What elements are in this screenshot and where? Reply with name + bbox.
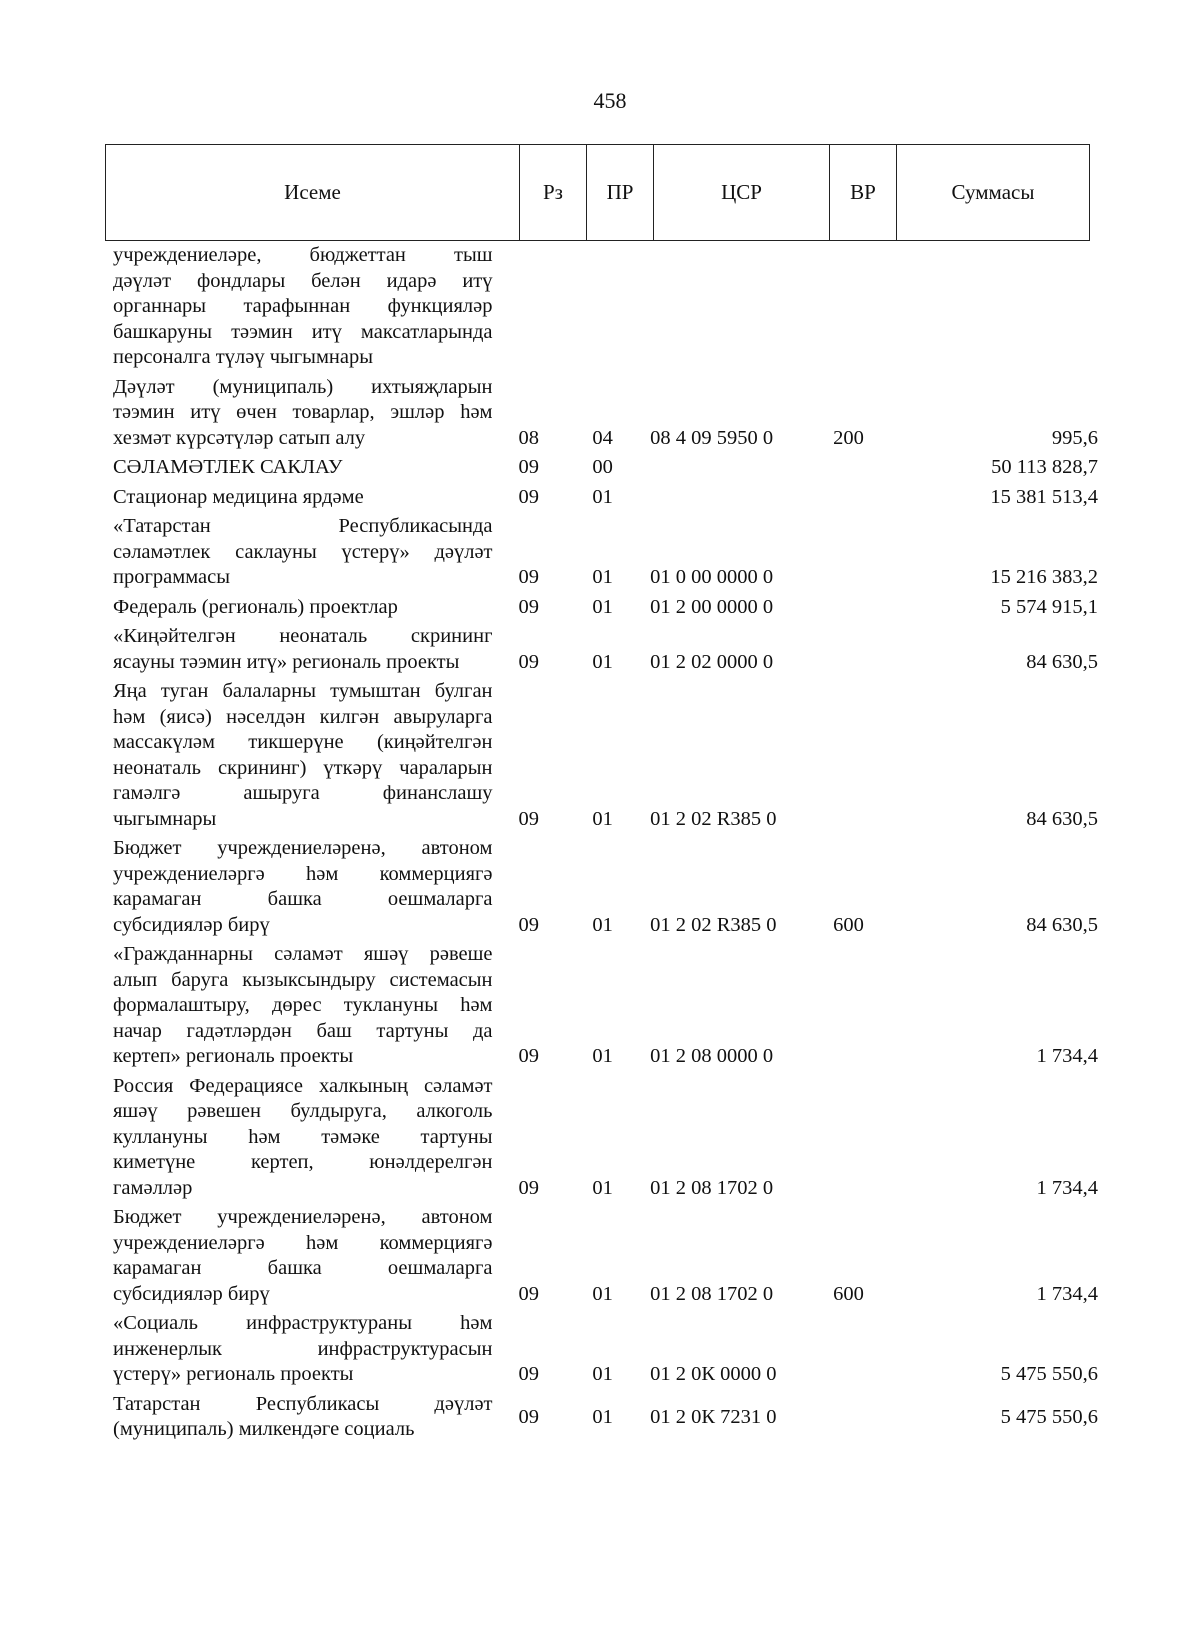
row-name-line: тәэмин итү өчен товарлар, эшләр һәм xyxy=(113,401,493,423)
row-rz: 09 xyxy=(518,1282,540,1305)
row-vr: 200 xyxy=(833,426,864,449)
table-row xyxy=(113,1311,1098,1388)
page-number: 458 xyxy=(593,88,627,113)
row-name-line: субсидияләр бирү xyxy=(113,913,270,936)
table-row xyxy=(113,942,1098,1070)
row-rz: 09 xyxy=(518,913,540,936)
row-name-line: гамәлләр xyxy=(113,1176,193,1199)
row-csr: 01 2 00 0000 0 xyxy=(650,595,774,618)
row-pr: 04 xyxy=(592,426,613,449)
row-name-line: органнары тарафыннан функцияләр xyxy=(113,295,493,317)
row-vr: 600 xyxy=(833,913,864,936)
row-sum: 84 630,5 xyxy=(1026,913,1099,936)
row-name-line: Татарстан Республикасы дәүләт xyxy=(113,1392,493,1415)
row-csr: 01 2 0К 7231 0 xyxy=(650,1405,777,1428)
row-sum: 1 734,4 xyxy=(1036,1176,1099,1199)
row-name xyxy=(113,1311,493,1388)
row-name-line: карамаган башка оешмаларга xyxy=(113,1257,493,1279)
header-csr: ЦСР xyxy=(654,145,830,240)
row-name-line: хезмәт күрсәтүләр сатып алу xyxy=(113,426,366,449)
row-sum: 15 216 383,2 xyxy=(990,566,1099,588)
header-name: Исеме xyxy=(106,145,520,240)
row-pr: 01 xyxy=(592,1363,613,1385)
row-pr: 01 xyxy=(592,1282,613,1305)
row-name xyxy=(113,455,493,481)
row-sum: 50 113 828,7 xyxy=(991,456,1099,478)
header-vr: ВР xyxy=(830,145,897,240)
row-sum: 995,6 xyxy=(1051,426,1099,449)
row-name-line: карамаган башка оешмаларга xyxy=(113,888,493,910)
row-sum: 5 475 550,6 xyxy=(1000,1405,1099,1428)
row-name-line: алып баруга кызыксындыру системасын xyxy=(113,968,493,991)
header-rz: Рз xyxy=(520,145,587,240)
row-name-line: Бюджет учреждениеләренә, автоном xyxy=(113,1206,493,1228)
row-name-line: программасы xyxy=(113,566,231,588)
row-pr: 01 xyxy=(592,807,613,830)
row-name-line: чыгымнары xyxy=(113,807,217,830)
row-name xyxy=(113,1205,493,1307)
row-name xyxy=(113,624,493,675)
row-name-line: Россия Федерациясе халкының сәламәт xyxy=(113,1074,493,1097)
table-row xyxy=(113,455,1098,481)
table-row xyxy=(113,243,1098,371)
table-row xyxy=(113,836,1098,938)
row-vr xyxy=(833,1392,900,1405)
row-name xyxy=(113,375,493,452)
row-name-line: учреждениеләргә һәм коммерциягә xyxy=(113,1231,493,1254)
row-name-line: башкаруны тәэмин итү максатларында xyxy=(113,320,493,343)
row-rz: 09 xyxy=(518,1405,540,1428)
row-sum: 15 381 513,4 xyxy=(990,485,1099,508)
row-name xyxy=(113,1074,493,1202)
row-rz: 09 xyxy=(518,807,540,830)
row-pr: 01 xyxy=(592,595,613,618)
row-rz: 09 xyxy=(518,1176,540,1199)
row-name-line: Яңа туган балаларны тумыштан булган xyxy=(113,680,493,702)
row-pr: 01 xyxy=(592,1045,613,1067)
row-name-line: гамәлгә ашыруга финанслашу xyxy=(113,782,493,804)
row-rz: 09 xyxy=(518,1363,540,1385)
row-name-line: ясауны тәэмин итү» региональ проекты xyxy=(113,650,460,673)
row-name-line: «Социаль инфраструктураны һәм xyxy=(113,1312,493,1334)
table-row xyxy=(113,1074,1098,1202)
row-rz: 09 xyxy=(518,485,540,508)
row-name-line: һәм (яисә) нәселдән килгән авыруларга xyxy=(113,705,493,728)
row-name-line: «Киңәйтелгән неонаталь скрининг xyxy=(113,625,493,647)
table-body xyxy=(113,243,1098,1447)
row-rz: 09 xyxy=(518,456,540,478)
table-row xyxy=(113,485,1098,511)
row-name-line: кертеп» региональ проекты xyxy=(113,1045,354,1067)
row-name-line: Бюджет учреждениеләренә, автоном xyxy=(113,837,493,859)
row-csr: 08 4 09 5950 0 xyxy=(650,426,774,449)
table-row xyxy=(113,1392,1098,1443)
row-name-line: неонаталь скрининг) үткәрү чараларын xyxy=(113,756,493,779)
row-pr: 00 xyxy=(592,456,613,478)
row-rz: 09 xyxy=(518,566,540,588)
row-name-line: СӘЛАМӘТЛЕК САКЛАУ xyxy=(113,456,343,478)
row-name xyxy=(113,485,493,511)
row-name-line: персоналга түләү чыгымнары xyxy=(113,346,374,368)
header-sum: Суммасы xyxy=(951,180,1035,204)
table-row xyxy=(113,624,1098,675)
row-name-line: субсидияләр бирү xyxy=(113,1282,270,1305)
row-name-line: «Татарстан Республикасында xyxy=(113,515,493,537)
table-header xyxy=(105,144,1090,241)
row-name-line: (муниципаль) милкендәге социаль xyxy=(113,1418,415,1440)
row-rz: 08 xyxy=(518,426,540,449)
row-rz: 09 xyxy=(518,650,540,673)
row-rz: 09 xyxy=(518,1045,540,1067)
row-csr: 01 2 02 R385 0 xyxy=(650,913,777,936)
row-sum: 84 630,5 xyxy=(1026,650,1099,673)
row-sum: 84 630,5 xyxy=(1026,807,1099,830)
row-name-line: яшәү рәвешен булдыруга, алкоголь xyxy=(113,1100,493,1122)
row-name xyxy=(113,836,493,938)
row-name-line: куллануны һәм тәмәке тартуны xyxy=(113,1125,493,1148)
row-pr: 01 xyxy=(592,566,613,588)
row-name-line: үстерү» региональ проекты xyxy=(113,1363,354,1385)
row-name-line: Стационар медицина ярдәме xyxy=(113,485,364,508)
row-pr: 01 xyxy=(592,1176,613,1199)
row-name-line: учреждениеләре, бюджеттан тыш xyxy=(113,244,493,266)
row-sum: 1 734,4 xyxy=(1036,1282,1099,1305)
row-csr: 01 0 00 0000 0 xyxy=(650,566,774,588)
row-name xyxy=(113,1392,493,1443)
row-name-line: формалаштыру, дөрес туклануны һәм xyxy=(113,994,493,1016)
row-pr: 01 xyxy=(592,485,613,508)
row-name-line: Федераль (региональ) проектлар xyxy=(113,595,398,618)
row-sum: 5 475 550,6 xyxy=(1000,1363,1099,1385)
row-name xyxy=(113,942,493,1070)
row-csr: 01 2 08 1702 0 xyxy=(650,1176,774,1199)
table-row xyxy=(113,514,1098,591)
row-vr: 600 xyxy=(833,1282,864,1305)
row-csr: 01 2 08 0000 0 xyxy=(650,1045,774,1067)
row-pr: 01 xyxy=(592,913,613,936)
table-row xyxy=(113,595,1098,621)
row-name-line: начар гадәтләрдән баш тартуны да xyxy=(113,1019,493,1042)
row-sum: 1 734,4 xyxy=(1036,1045,1099,1067)
row-csr: 01 2 02 R385 0 xyxy=(650,807,777,830)
row-sum: 5 574 915,1 xyxy=(1000,595,1099,618)
header-pr: ПР xyxy=(587,145,654,240)
row-name-line: «Гражданнарны сәламәт яшәү рәвеше xyxy=(113,943,493,965)
row-name xyxy=(113,595,493,621)
row-csr: 01 2 0К 0000 0 xyxy=(650,1363,777,1385)
row-name-line: инженерлык инфраструктурасын xyxy=(113,1337,493,1360)
row-name-line: Дәүләт (муниципаль) ихтыяҗларын xyxy=(113,375,493,398)
row-name-line: учреждениеләргә һәм коммерциягә xyxy=(113,862,493,885)
row-pr: 01 xyxy=(592,1405,613,1428)
row-csr: 01 2 08 1702 0 xyxy=(650,1282,774,1305)
table-row xyxy=(113,1205,1098,1307)
table-row xyxy=(113,679,1098,832)
row-name-line: киметүне кертеп, юнәлдерелгән xyxy=(113,1151,493,1173)
row-name-line: дәүләт фондлары белән идарә итү xyxy=(113,269,493,292)
row-name xyxy=(113,243,493,371)
row-pr: 01 xyxy=(592,650,613,673)
row-name xyxy=(113,679,493,832)
row-rz: 09 xyxy=(518,595,540,618)
row-name-line: сәламәтлек саклауны үстерү» дәүләт xyxy=(113,540,493,563)
row-name xyxy=(113,514,493,591)
row-csr: 01 2 02 0000 0 xyxy=(650,650,774,673)
row-name-line: массакүләм тикшерүне (киңәйтелгән xyxy=(113,731,493,753)
table-row xyxy=(113,375,1098,452)
